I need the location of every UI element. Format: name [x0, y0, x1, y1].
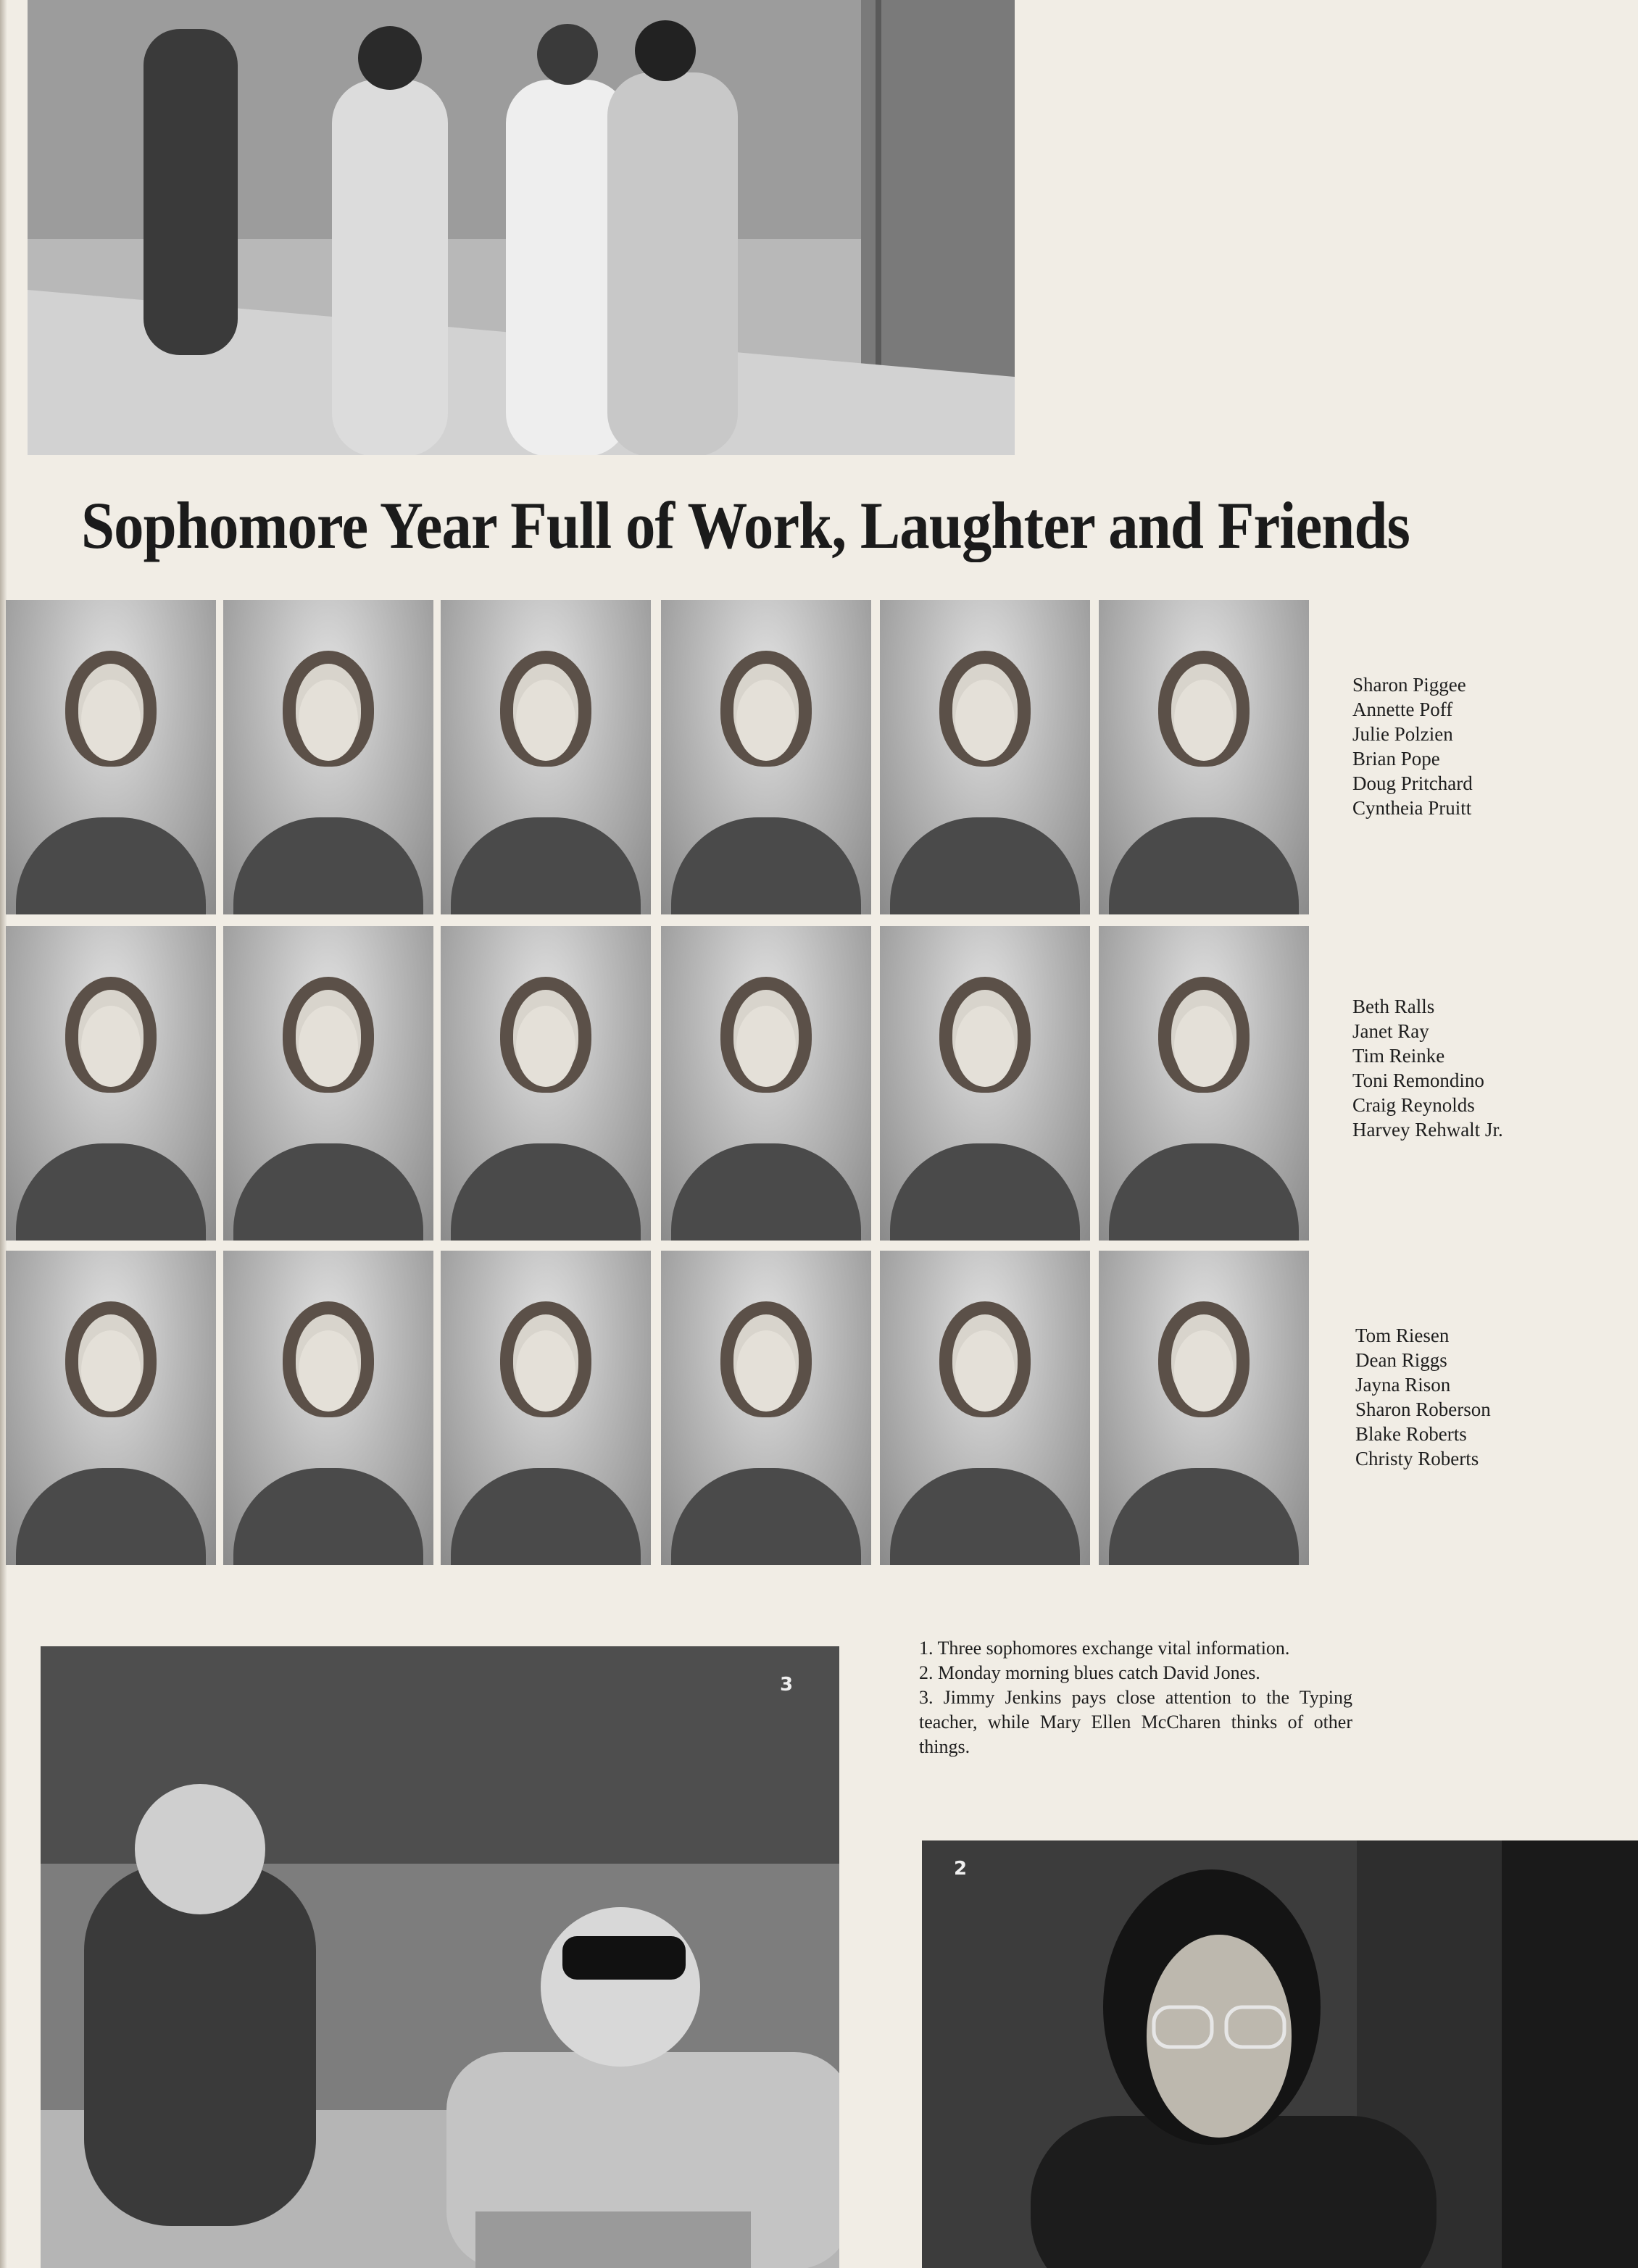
student-name: Julie Polzien: [1352, 723, 1453, 745]
portrait: [223, 926, 433, 1241]
student-name: Cyntheia Pruitt: [1352, 797, 1472, 819]
hallway-photo: [28, 0, 1015, 455]
student-name: Craig Reynolds: [1352, 1094, 1475, 1116]
name-list-row-3: [1355, 1323, 1491, 1471]
portrait: [1099, 600, 1309, 914]
portrait: [880, 600, 1090, 914]
portrait: [223, 600, 433, 914]
portrait: [441, 600, 651, 914]
page-title: Sophomore Year Full of Work, Laughter and Friends: [81, 488, 1410, 562]
portrait: [6, 600, 216, 914]
student-name: Brian Pope: [1352, 748, 1440, 770]
portrait: [1099, 926, 1309, 1241]
portrait: [223, 1251, 433, 1565]
student-name: Dean Riggs: [1355, 1349, 1447, 1371]
student-name: Sharon Piggee: [1352, 674, 1466, 696]
photo-captions: [919, 1636, 1352, 1759]
portrait: [441, 926, 651, 1241]
portrait: [6, 926, 216, 1241]
portrait: [880, 1251, 1090, 1565]
photo-number: 3: [780, 1674, 794, 1696]
david-jones-photo-art: [922, 1840, 1638, 2268]
student-name: Toni Remondino: [1352, 1070, 1484, 1091]
student-name: Doug Pritchard: [1352, 772, 1473, 794]
student-name: Christy Roberts: [1355, 1448, 1479, 1469]
caption-3: 3. Jimmy Jenkins pays close attention to the Typing teacher, while Mary Ellen McCharen thinks of other things.: [919, 1687, 1352, 1757]
caption-1: 1. Three sophomores exchange vital information.: [919, 1638, 1290, 1659]
photo-number: 2: [954, 1858, 968, 1880]
david-jones-photo: [922, 1840, 1638, 2268]
typing-class-photo: [41, 1646, 839, 2268]
portrait: [661, 926, 871, 1241]
portrait: [6, 1251, 216, 1565]
student-name: Annette Poff: [1352, 699, 1453, 720]
student-name: Sharon Roberson: [1355, 1398, 1491, 1420]
portrait: [1099, 1251, 1309, 1565]
typing-class-photo-art: [41, 1646, 839, 2268]
student-name: Tim Reinke: [1352, 1045, 1445, 1067]
hallway-photo-art: [28, 0, 1015, 455]
portrait: [880, 926, 1090, 1241]
student-name: Blake Roberts: [1355, 1423, 1467, 1445]
name-list-row-1: [1352, 672, 1473, 820]
student-name: Janet Ray: [1352, 1020, 1429, 1042]
name-list-row-2: [1352, 994, 1503, 1142]
portrait: [661, 600, 871, 914]
student-name: Harvey Rehwalt Jr.: [1352, 1119, 1503, 1141]
portrait: [441, 1251, 651, 1565]
student-name: Beth Ralls: [1352, 996, 1435, 1017]
student-name: Tom Riesen: [1355, 1325, 1450, 1346]
portrait: [661, 1251, 871, 1565]
student-name: Jayna Rison: [1355, 1374, 1451, 1396]
caption-2: 2. Monday morning blues catch David Jones.: [919, 1662, 1260, 1683]
